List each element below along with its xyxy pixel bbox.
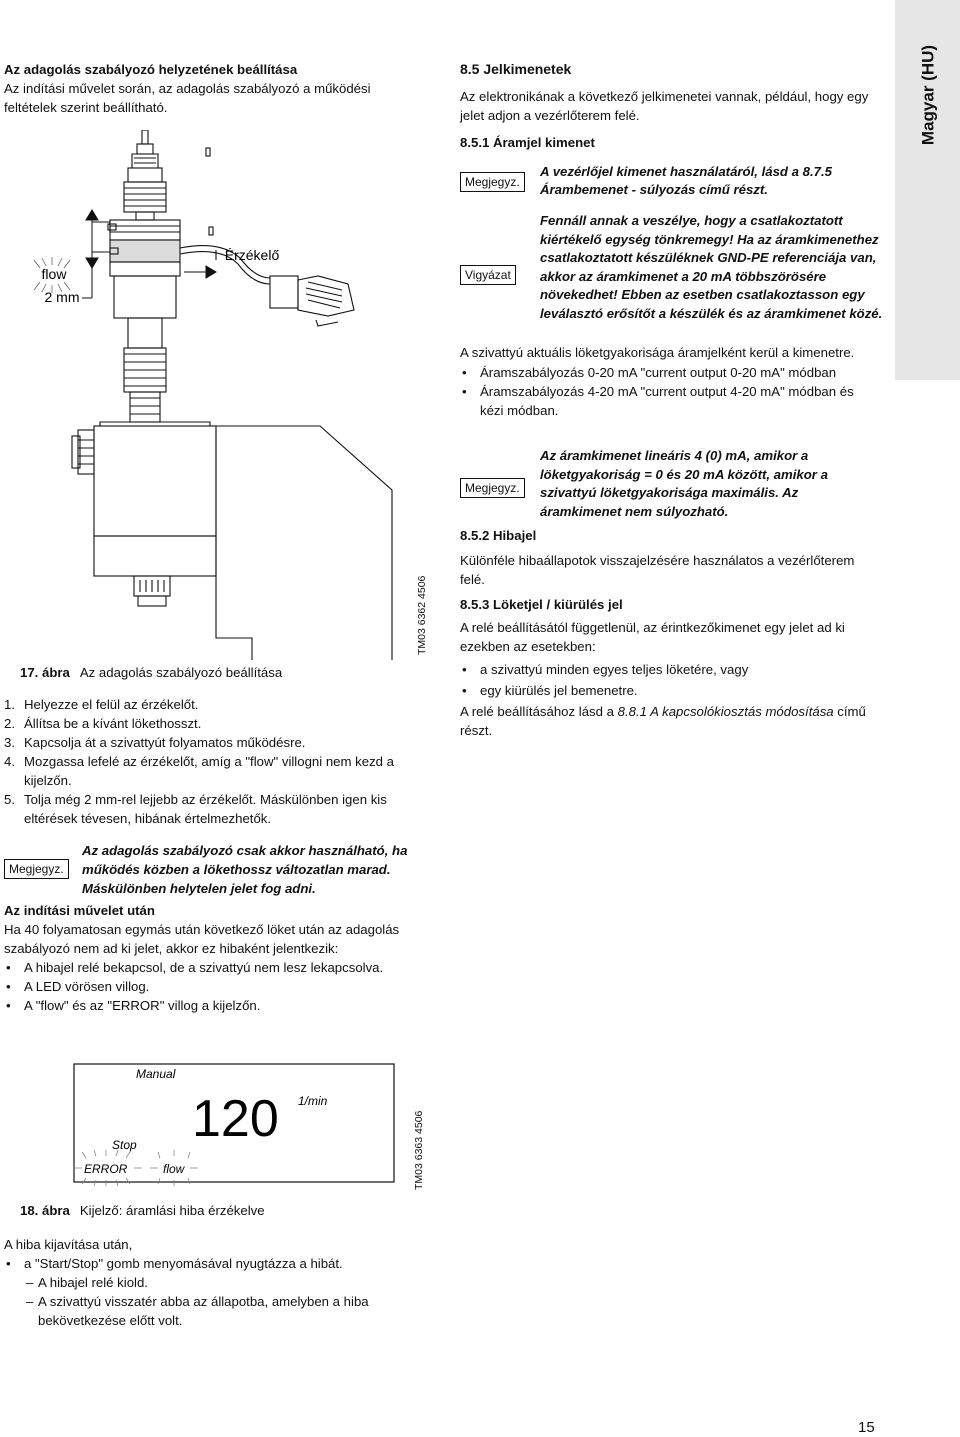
display-stop: Stop	[112, 1138, 137, 1152]
relay-reference: 8.8.1 A kapcsolókiosztás módosítása	[617, 704, 834, 719]
para-8-5-2: Különféle hibaállapotok visszajelzésére használatos a vezérlőterem felé.	[460, 553, 855, 587]
list-item: • A hibajel relé bekapcsol, de a szivattyú nem lesz lekapcsolva.	[4, 958, 424, 977]
heading-8-5-1: 8.5.1 Áramjel kimenet	[460, 135, 595, 150]
list-item: • egy kiürülés jel bemenetre.	[460, 681, 880, 700]
intro-section	[4, 60, 424, 117]
warning-label: Vigyázat	[460, 265, 516, 285]
repair-section	[4, 1235, 424, 1330]
step-item: 5. Tolja még 2 mm-rel lejjebb az érzékelőt. Máskülönben igen kis eltérések tévesen, hibának értelmezhetők.	[4, 792, 387, 826]
intro-heading: Az adagolás szabályozó helyzetének beállítása	[4, 62, 298, 77]
heading-8-5-2: 8.5.2 Hibajel	[460, 528, 537, 543]
figure-18-display	[70, 1060, 400, 1190]
note2-text: A vezérlőjel kimenet használatáról, lásd a 8.7.5 Árambemenet - súlyozás című részt.	[540, 164, 832, 197]
label-flow: flow	[41, 266, 67, 282]
display-flow: flow	[163, 1162, 185, 1176]
step-item: 1. Helyezze el felül az érzékelőt.	[4, 697, 199, 712]
label-sensor: Érzékelő	[224, 247, 280, 263]
steps-list	[4, 695, 424, 828]
heading-8-5-3: 8.5.3 Löketjel / kiürülés jel	[460, 597, 623, 612]
step-item: 2. Állítsa be a kívánt lökethosszt.	[4, 716, 202, 731]
section-8-5	[460, 60, 880, 152]
step-item: 4. Mozgassa lefelé az érzékelőt, amíg a "flow" villogni nem kezd a kijelzőn.	[4, 754, 394, 788]
fig17-tm-code: TM03 6362 4506	[416, 575, 428, 655]
fig18-tm-code: TM03 6363 4506	[413, 1110, 425, 1190]
current-output-text: A szivattyú aktuális löketgyakorisága áramjelként kerül a kimenetre.	[460, 345, 855, 360]
note1-text: Az adagolás szabályozó csak akkor használható, ha működés közben a lökethossz változatlan marad. Máskülönben helytelen jelet fog adni.	[82, 843, 408, 896]
warning-text: Fennáll annak a veszélye, hogy a csatlakoztatott kiértékelő egység tönkremegy! Ha az áramkimenethez csatlakoztatott készüléknek GND-PE referenciája van, akkor az áramkimenet a 20 mA többszörösére növekedhet! Ebben az esetben csatlakoztasson egy leválasztó erősítőt a készülék és az áramkimenet közé.	[540, 213, 883, 321]
current-output-section	[460, 343, 880, 420]
display-manual: Manual	[136, 1067, 176, 1081]
list-item: – A szivattyú visszatér abba az állapotba, amelyben a hiba bekövetkezése előtt volt.	[4, 1292, 424, 1330]
repair-bullets	[4, 1254, 424, 1273]
relay-para: A relé beállításához lásd a 8.8.1 A kapcsolókiosztás módosítása című részt.	[460, 704, 866, 738]
current-output-bullets	[460, 363, 880, 420]
list-item: • a szivattyú minden egyes teljes löketére, vagy	[460, 660, 880, 679]
section-8-5-2	[460, 526, 880, 740]
steps-section	[4, 695, 424, 828]
repair-dashes	[4, 1273, 424, 1330]
after-text: Ha 40 folyamatosan egymás után következő löket után az adagolás szabályozó nem ad ki jelet, akkor ez hibaként jelentkezik:	[4, 922, 400, 956]
fig18-caption	[20, 1201, 265, 1220]
page-number: 15	[858, 1419, 875, 1436]
note3-label: Megjegyz.	[460, 478, 525, 498]
para-8-5: Az elektronikának a következő jelkimenetei vannak, például, hogy egy jelet adjon a vezérlőterem felé.	[460, 89, 869, 123]
fig18-caption-text: Kijelző: áramlási hiba érzékelve	[79, 1203, 265, 1218]
after-heading: Az indítási művelet után	[4, 903, 155, 918]
note2-label: Megjegyz.	[460, 172, 525, 192]
list-item: • Áramszabályozás 4-20 mA "current output 4-20 mA" módban és kézi módban.	[460, 382, 880, 420]
note1-label: Megjegyz.	[4, 859, 69, 879]
heading-8-5: 8.5 Jelkimenetek	[460, 61, 572, 77]
intro-text: Az indítási művelet során, az adagolás szabályozó a működési feltételek szerint beállítható.	[4, 81, 371, 115]
repair-text: A hiba kijavítása után,	[4, 1237, 133, 1252]
step-item: 3. Kapcsolja át a szivattyút folyamatos működésre.	[4, 735, 306, 750]
bullets-8-5-3	[460, 660, 880, 700]
display-unit: 1/min	[298, 1094, 328, 1108]
list-item: • A "flow" és az "ERROR" villog a kijelzőn.	[4, 996, 424, 1015]
fig17-caption-num: 17. ábra	[20, 665, 70, 680]
note3-text: Az áramkimenet lineáris 4 (0) mA, amikor a löketgyakoriság = 0 és 20 mA között, amikor a szivattyú löketgyakorisága maximális. Az áramkimenet nem súlyozható.	[540, 448, 828, 519]
fig18-caption-num: 18. ábra	[20, 1203, 70, 1218]
display-value: 120	[192, 1090, 279, 1148]
after-start-section	[4, 901, 424, 1015]
language-tab	[895, 0, 960, 380]
list-item: • A LED vörösen villog.	[4, 977, 424, 996]
fig17-caption	[20, 663, 282, 682]
after-bullets	[4, 958, 424, 1015]
list-item: • Áramszabályozás 0-20 mA "current output 0-20 mA" módban	[460, 363, 880, 382]
language-tab-label: Magyar (HU)	[918, 44, 937, 146]
label-2mm: 2 mm	[44, 289, 80, 305]
display-error: ERROR	[84, 1162, 128, 1176]
para-8-5-3: A relé beállításától függetlenül, az érintkezőkimenet egy jelet ad ki ezekben az esetekben:	[460, 620, 845, 654]
fig17-caption-text: Az adagolás szabályozó beállítása	[79, 665, 283, 680]
figure-17-drawing	[20, 130, 440, 660]
list-item: • a "Start/Stop" gomb menyomásával nyugtázza a hibát.	[4, 1254, 424, 1273]
list-item: – A hibajel relé kiold.	[4, 1273, 424, 1292]
